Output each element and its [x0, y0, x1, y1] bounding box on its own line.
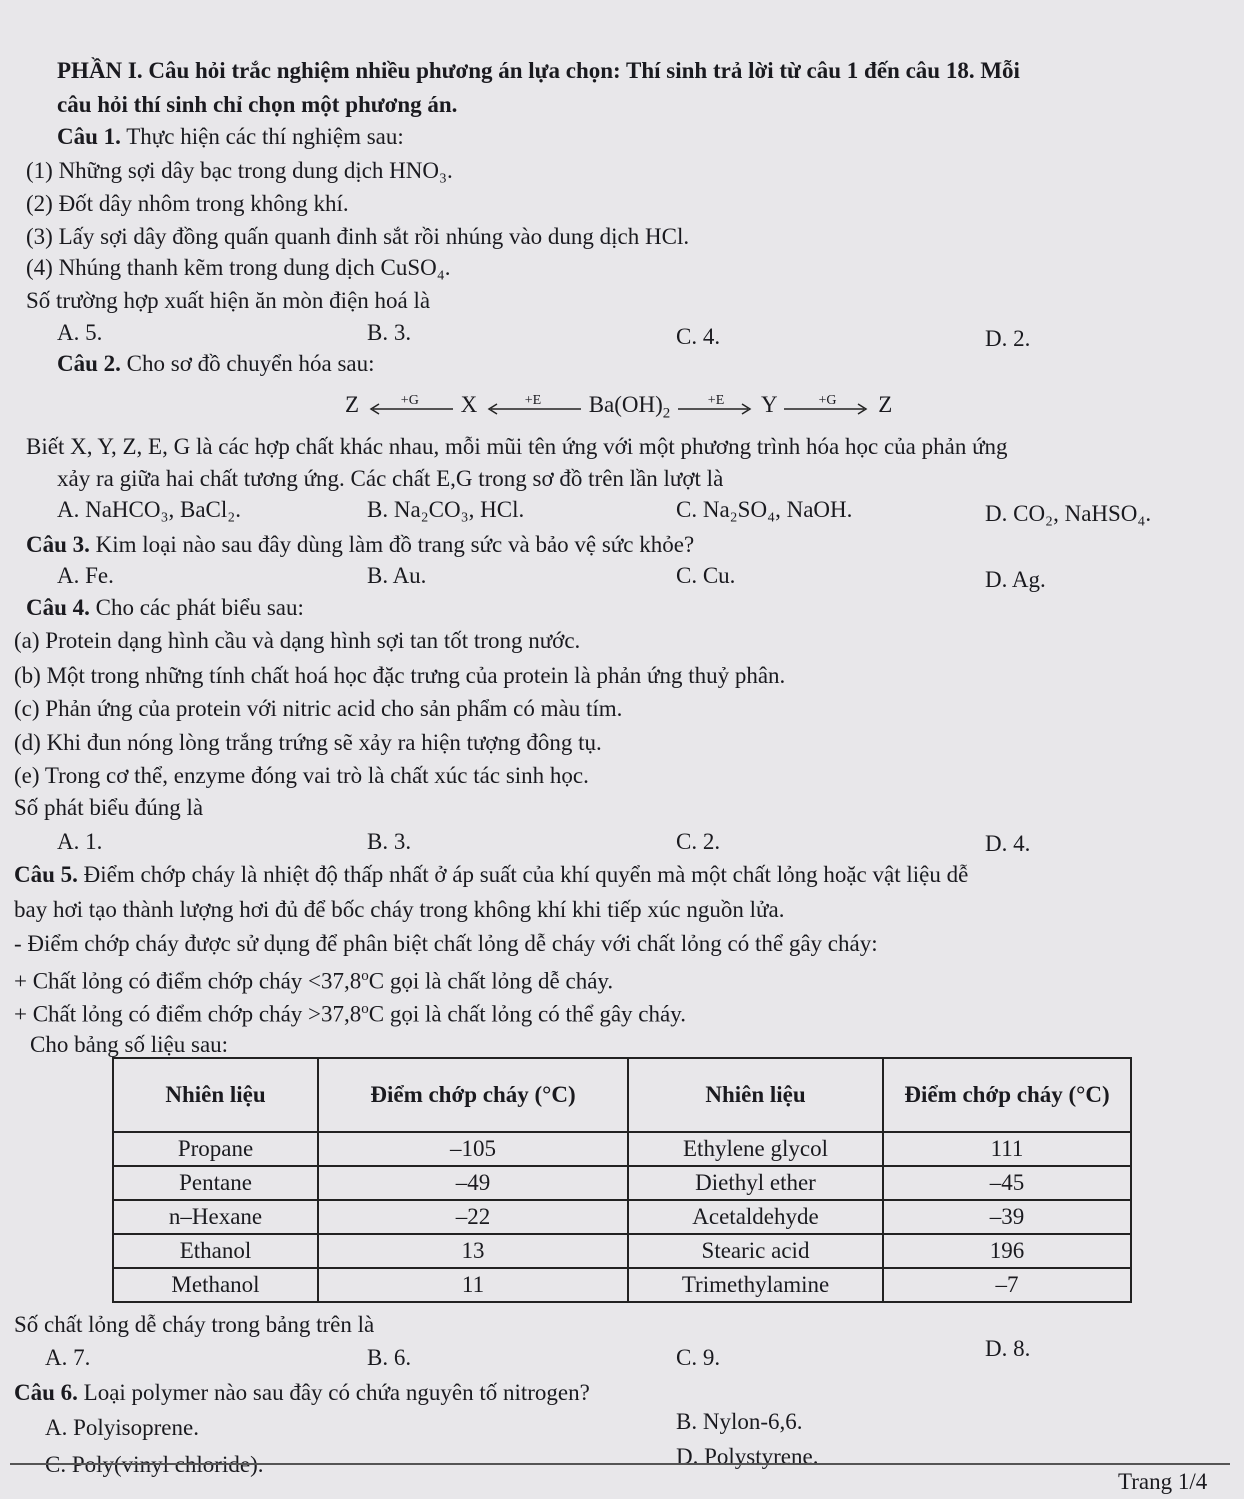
q1-option-a[interactable]: A. 5.: [57, 320, 103, 345]
q3-label: Câu 3.: [26, 532, 90, 557]
q6-stem-line: [14, 1378, 590, 1408]
q1-option-d[interactable]: D. 2.: [985, 326, 1031, 351]
scheme-x: X: [460, 392, 478, 417]
table-cell: Methanol: [113, 1268, 318, 1302]
q6-option-d[interactable]: D. Polystyrene.: [676, 1444, 819, 1469]
q3-option-d[interactable]: D. Ag.: [985, 567, 1046, 592]
arrow-label-g1: +G: [400, 392, 419, 408]
q4-stem: Cho các phát biểu sau:: [95, 595, 304, 620]
arrow-right-g: [782, 392, 872, 422]
q4-item-b: (b) Một trong những tính chất hoá học đặc trưng của protein là phản ứng thuỷ phân.: [14, 663, 786, 688]
q6-option-c[interactable]: C. Poly(vinyl chloride).: [45, 1452, 264, 1477]
table-row: [113, 1200, 1131, 1234]
scheme-z-left: Z: [345, 392, 360, 417]
table-cell: Diethyl ether: [628, 1166, 883, 1200]
scheme-y: Y: [760, 392, 777, 417]
q2-label: Câu 2.: [57, 351, 121, 376]
table-header-fuel-2: Nhiên liệu: [628, 1058, 883, 1132]
table-cell: Pentane: [113, 1166, 318, 1200]
q5-note-2: + Chất lỏng có điểm chớp cháy $<37,8^oC$ gọi là chất lỏng dễ cháy.: [14, 968, 614, 994]
q4-label: Câu 4.: [26, 595, 90, 620]
table-row: [113, 1166, 1131, 1200]
q5-option-a[interactable]: A. 7.: [45, 1345, 91, 1370]
q4-item-a: (a) Protein dạng hình cầu và dạng hình sợi tan tốt trong nước.: [14, 628, 581, 653]
arrow-label-e2: +E: [707, 392, 725, 408]
q5-option-d[interactable]: D. 8.: [985, 1336, 1031, 1361]
q5-question: Số chất lỏng dễ cháy trong bảng trên là: [14, 1312, 375, 1337]
q2-text-1: Biết X, Y, Z, E, G là các hợp chất khác nhau, mỗi mũi tên ứng với một phương trình hóa học của phản ứng: [26, 434, 1008, 459]
table-cell: 11: [318, 1268, 628, 1302]
q5-option-b[interactable]: B. 6.: [367, 1345, 412, 1370]
table-cell: –49: [318, 1166, 628, 1200]
right-arrow-icon: [676, 392, 756, 422]
table-cell: Ethylene glycol: [628, 1132, 883, 1166]
q3-option-c[interactable]: C. Cu.: [676, 563, 736, 588]
q1-option-c[interactable]: C. 4.: [676, 324, 721, 349]
left-arrow-icon: [483, 392, 583, 422]
q1-question: Số trường hợp xuất hiện ăn mòn điện hoá là: [26, 288, 431, 313]
table-cell: –39: [883, 1200, 1131, 1234]
section-instruction: câu hỏi thí sinh chỉ chọn một phương án.: [57, 92, 458, 117]
q4-question: Số phát biểu đúng là: [14, 795, 204, 820]
q1-item-3: (3) Lấy sợi dây đồng quấn quanh đinh sắt rồi nhúng vào dung dịch HCl.: [26, 224, 690, 249]
q2-option-c[interactable]: C. Na₂SO₄, NaOH.: [676, 497, 853, 522]
q5-note-3: + Chất lỏng có điểm chớp cháy $>37,8^oC$ gọi là chất lỏng có thể gây cháy.: [14, 1001, 686, 1027]
table-cell: Propane: [113, 1132, 318, 1166]
q5-label: Câu 5.: [14, 862, 78, 887]
q3-option-a[interactable]: A. Fe.: [57, 563, 114, 588]
q2-text-2: xảy ra giữa hai chất tương ứng. Các chất E,G trong sơ đồ trên lần lượt là: [57, 466, 724, 491]
table-cell: Trimethylamine: [628, 1268, 883, 1302]
table-cell: n–Hexane: [113, 1200, 318, 1234]
table-cell: Stearic acid: [628, 1234, 883, 1268]
q3-option-b[interactable]: B. Au.: [367, 563, 427, 588]
table-cell: Acetaldehyde: [628, 1200, 883, 1234]
table-cell: –22: [318, 1200, 628, 1234]
arrow-left-g: [365, 392, 455, 422]
table-cell: 13: [318, 1234, 628, 1268]
q4-item-c: (c) Phản ứng của protein với nitric acid cho sản phẩm có màu tím.: [14, 696, 623, 721]
q1-label: Câu 1.: [57, 124, 121, 149]
q4-item-e: (e) Trong cơ thể, enzyme đóng vai trò là chất xúc tác sinh học.: [14, 763, 589, 788]
q2-option-b[interactable]: B. Na₂CO₃, HCl.: [367, 497, 525, 522]
q1-stem: Thực hiện các thí nghiệm sau:: [126, 124, 404, 149]
q2-option-d[interactable]: D. CO₂, NaHSO₄.: [985, 501, 1152, 526]
table-header-flash-2: Điểm chớp cháy (°C): [883, 1058, 1131, 1132]
q4-option-b[interactable]: B. 3.: [367, 829, 412, 854]
q2-stem: Cho sơ đồ chuyển hóa sau:: [126, 351, 375, 376]
left-arrow-icon: [365, 392, 455, 422]
table-cell: 196: [883, 1234, 1131, 1268]
q5-stem-line: [14, 860, 968, 890]
table-cell: –7: [883, 1268, 1131, 1302]
table-header-flash-1: Điểm chớp cháy (°C): [318, 1058, 628, 1132]
q6-label: Câu 6.: [14, 1380, 78, 1405]
q5-stem-2: bay hơi tạo thành lượng hơi đủ để bốc cháy trong không khí khi tiếp xúc nguồn lửa.: [14, 897, 785, 922]
q4-option-c[interactable]: C. 2.: [676, 829, 721, 854]
q6-option-b[interactable]: B. Nylon-6,6.: [676, 1409, 803, 1434]
q5-option-c[interactable]: C. 9.: [676, 1345, 721, 1370]
table-row: [113, 1132, 1131, 1166]
arrow-label-g2: +G: [818, 392, 837, 408]
table-cell: Ethanol: [113, 1234, 318, 1268]
table-cell: –105: [318, 1132, 628, 1166]
scheme-z-right: Z: [878, 392, 893, 417]
table-row: [113, 1234, 1131, 1268]
table-cell: –45: [883, 1166, 1131, 1200]
scheme-baoh2: $Ba(OH)_2$: [588, 392, 671, 422]
table-header-fuel-1: Nhiên liệu: [113, 1058, 318, 1132]
q1-stem-line: [57, 122, 404, 152]
footer-divider: [10, 1463, 1230, 1465]
q4-stem-line: [26, 593, 304, 623]
q5-note-1: - Điểm chớp cháy được sử dụng để phân biệt chất lỏng dễ cháy với chất lỏng có thể gây cháy:: [14, 931, 878, 956]
table-row: [113, 1268, 1131, 1302]
arrow-right-e: [676, 392, 756, 422]
q4-item-d: (d) Khi đun nóng lòng trắng trứng sẽ xảy ra hiện tượng đông tụ.: [14, 730, 602, 755]
arrow-left-e: [483, 392, 583, 422]
q5-stem-1: Điểm chớp cháy là nhiệt độ thấp nhất ở áp suất của khí quyển mà một chất lỏng hoặc vật liệu dễ: [83, 862, 969, 887]
q4-option-a[interactable]: A. 1.: [57, 829, 103, 854]
section-title: PHẦN I. Câu hỏi trắc nghiệm nhiều phương án lựa chọn: Thí sinh trả lời từ câu 1 đến câu 18. Mỗi: [57, 58, 1020, 83]
table-header-row: [113, 1058, 1131, 1132]
q2-stem-line: [57, 349, 375, 379]
arrow-label-e1: +E: [524, 392, 542, 408]
q5-table-intro: Cho bảng số liệu sau:: [30, 1032, 229, 1057]
flash-point-table: [112, 1057, 1132, 1303]
q2-option-a[interactable]: A. NaHCO₃, BaCl₂.: [57, 497, 242, 522]
q1-item-1: (1) Những sợi dây bạc trong dung dịch HNO₃.: [26, 158, 453, 183]
q3-stem: Kim loại nào sau đây dùng làm đồ trang sức và bảo vệ sức khỏe?: [95, 532, 695, 557]
table-cell: 111: [883, 1132, 1131, 1166]
q6-option-a[interactable]: A. Polyisoprene.: [45, 1415, 199, 1440]
reaction-scheme: [345, 390, 892, 429]
right-arrow-icon: [782, 392, 872, 422]
q3-stem-line: [26, 530, 694, 560]
q1-item-2: (2) Đốt dây nhôm trong không khí.: [26, 191, 349, 216]
q1-item-4: (4) Nhúng thanh kẽm trong dung dịch CuSO₄.: [26, 255, 451, 280]
q6-stem: Loại polymer nào sau đây có chứa nguyên tố nitrogen?: [83, 1380, 590, 1405]
q4-option-d[interactable]: D. 4.: [985, 831, 1031, 856]
q1-option-b[interactable]: B. 3.: [367, 320, 412, 345]
page-number: Trang 1/4: [1118, 1469, 1208, 1494]
